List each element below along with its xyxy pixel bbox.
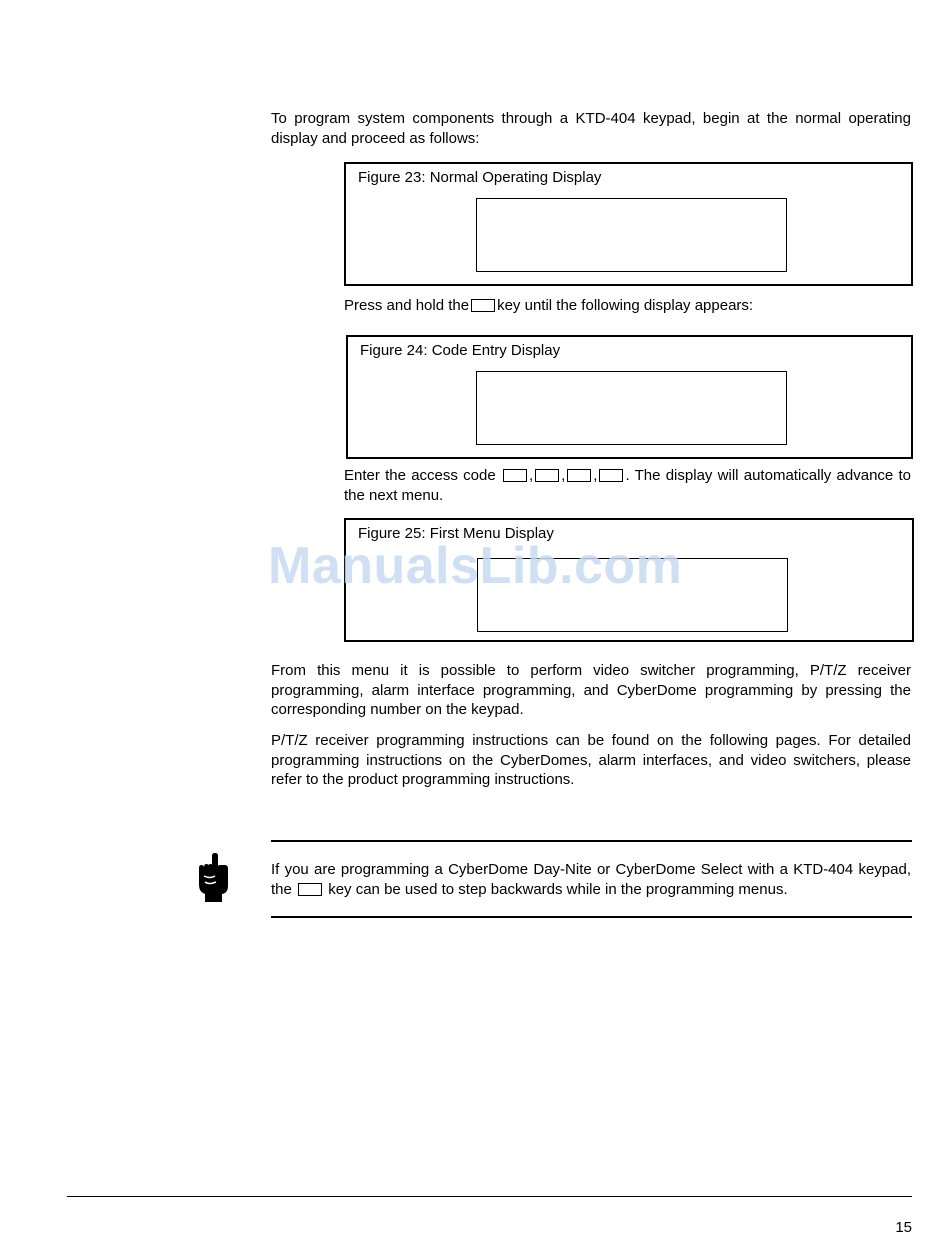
intro-paragraph: To program system components through a KTD-404 keypad, begin at the normal operating display and proceed as follows: (271, 110, 911, 147)
figure-25-display (477, 558, 788, 632)
key-box (298, 883, 322, 896)
figure-23-box (344, 162, 913, 286)
press-hold-line (344, 296, 914, 316)
figure-24-caption: Figure 24: Code Entry Display (360, 342, 561, 359)
key-box (503, 469, 527, 482)
watermark: ManualsLib.com (268, 537, 683, 595)
menu-paragraph: From this menu it is possible to perform video switcher programming, P/T/Z receiver programming, alarm interface programming, and CyberDome programming by pressing the corresponding number on the keypad. (271, 662, 911, 718)
key-box (535, 469, 559, 482)
key-box (599, 469, 623, 482)
key-box (567, 469, 591, 482)
separator: , (593, 467, 598, 484)
figure-25-caption: Figure 25: First Menu Display (358, 525, 554, 542)
note-paragraph (271, 860, 911, 899)
separator: , (561, 467, 566, 484)
figure-23-caption: Figure 23: Normal Operating Display (358, 169, 602, 186)
access-code-after: . The display will automatically advance to the next menu. (344, 467, 912, 504)
pointing-hand-icon (196, 852, 232, 904)
footer-rule (67, 1196, 912, 1197)
figure-23-display (476, 198, 787, 272)
figure-25-box (344, 518, 914, 642)
key-box (471, 299, 495, 312)
press-hold-before: Press and hold the (344, 297, 470, 314)
note-bottom-rule (271, 916, 912, 918)
separator: , (528, 467, 534, 484)
figure-24-display (476, 371, 787, 445)
access-code-paragraph (344, 466, 911, 505)
ptz-paragraph: P/T/Z receiver programming instructions can be found on the following pages. For detailed programming instructions on the CyberDomes, alarm interfaces, and video switchers, please refer to the product programming instructions. (271, 732, 911, 788)
note-after: key can be used to step backwards while in the programming menus. (328, 880, 788, 898)
note-top-rule (271, 840, 912, 842)
press-hold-after: key until the following display appears: (497, 297, 754, 314)
figure-24-box (346, 335, 913, 459)
note-before: If you are programming a CyberDome Day-Nite or CyberDome Select with a KTD-404 keypad, the (271, 861, 911, 898)
page-number: 15 (895, 1219, 912, 1236)
access-code-before: Enter the access code (344, 467, 496, 484)
